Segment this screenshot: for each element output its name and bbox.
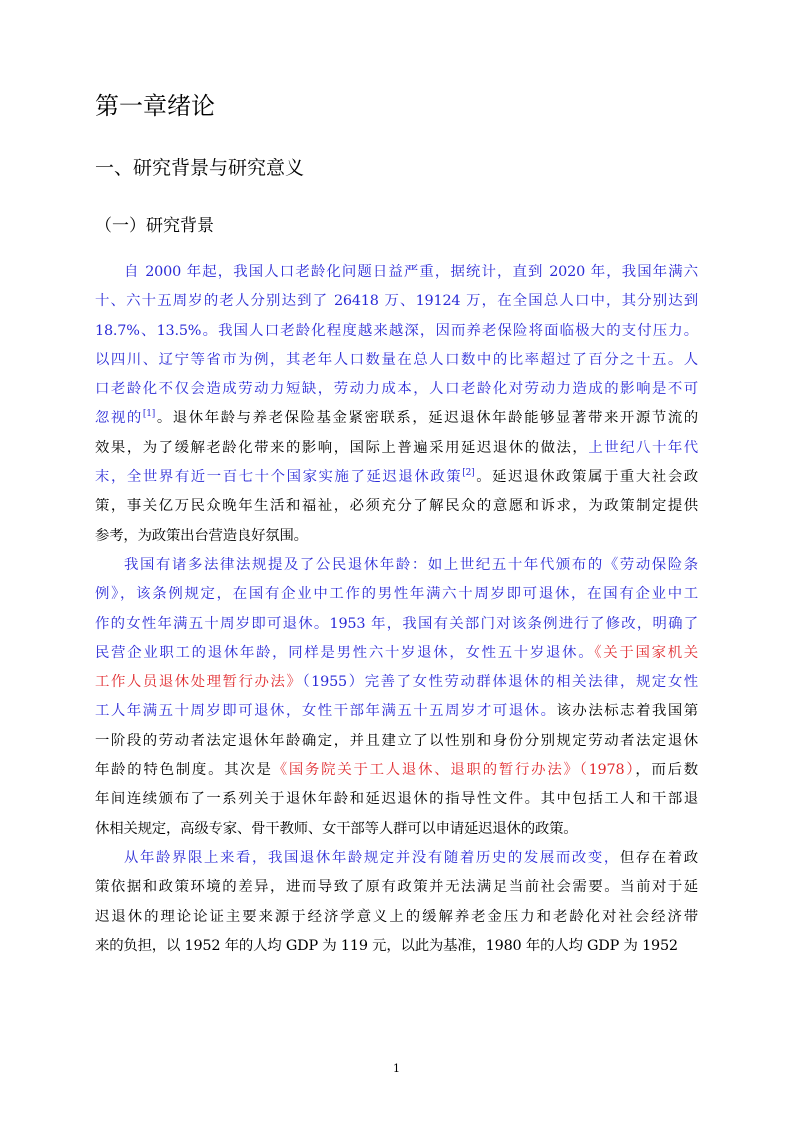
text-run: 效果，为了缓解老龄化带来的影响，国际上普遍采用延迟退休的做法， xyxy=(95,439,589,456)
page-number: 1 xyxy=(393,1062,400,1075)
text-run: 以四川、辽宁等省市为例，其老年人口数量在总人口数中的比率超过了百分之十五。人 xyxy=(95,351,698,368)
text-line xyxy=(95,463,698,492)
text-run: 休相关规定，高级专家、骨干教师、女干部等人群可以申请延迟退休的政策。 xyxy=(95,820,578,837)
text-run: 。延迟退休政策属于重大社会政 xyxy=(474,469,698,486)
text-run: 忽视的 xyxy=(95,410,143,427)
text-run: 一阶段的劳动者法定退休年龄确定，并且建立了以性别和身份分别规定劳动者法定退休 xyxy=(95,732,698,749)
text-run: 策，事关亿万民众晚年生活和福祉，必须充分了解民众的意愿和诉求，为政策制定提供 xyxy=(95,498,698,515)
text-run: 工人年满五十周岁即可退休，女性干部年满五十五周岁才可退休。 xyxy=(95,703,557,720)
paragraph xyxy=(95,551,698,844)
paragraph xyxy=(95,258,698,551)
text-run: （1955）完善了女性劳动群体退休的相关法律，规定女性 xyxy=(302,674,699,691)
text-run: 策依据和政策环境的差异，进而导致了原有政策并无法满足当前社会需要。当前对于延 xyxy=(95,879,698,896)
text-run: 末，全世界有近一百七十个国家实施了延迟退休政策 xyxy=(95,469,463,486)
chapter-title: 第一章绪论 xyxy=(95,92,215,120)
text-line xyxy=(95,903,698,932)
text-line xyxy=(95,756,698,785)
text-run: 十、六十五周岁的老人分别达到了 26418 万、19124 万，在全国总人口中，其分别达到 xyxy=(95,293,698,310)
text-run: 年间连续颁布了一系列关于退休年龄和延迟退休的指导性文件。其中包括工人和干部退 xyxy=(95,791,698,808)
text-line xyxy=(95,932,698,961)
text-line xyxy=(95,317,698,346)
body-text xyxy=(95,258,698,961)
text-line xyxy=(95,873,698,902)
text-run: 该办法标志着我国第 xyxy=(556,703,699,720)
text-line xyxy=(95,668,698,697)
section-title: 一、研究背景与研究意义 xyxy=(95,157,305,179)
paragraph xyxy=(95,844,698,961)
text-run: 参考，为政策出台营造良好氛围。 xyxy=(95,527,308,544)
text-line xyxy=(95,258,698,287)
text-run: 但存在着政 xyxy=(619,849,698,866)
text-run: 民营企业职工的退休年龄，同样是男性六十岁退休，女性五十岁退休。 xyxy=(95,644,595,661)
text-run: ，而后数 xyxy=(635,762,698,779)
text-run: 自 2000 年起，我国人口老龄化问题日益严重，据统计，直到 2020 年，我国年满六 xyxy=(124,264,698,280)
text-run: 例》，该条例规定，在国有企业中工作的男性年满六十周岁即可退休，在国有企业中工 xyxy=(95,586,698,603)
text-line xyxy=(95,844,698,873)
text-line xyxy=(95,375,698,404)
text-line xyxy=(95,610,698,639)
text-line xyxy=(95,697,698,726)
text-run: 我国有诸多法律法规提及了公民退休年龄：如上世纪五十年代颁布的《劳动保险条 xyxy=(124,556,698,573)
text-run: 18.7%、13.5%。我国人口老龄化程度越来越深，因而养老保险将面临极大的支付压力。 xyxy=(95,322,698,339)
text-line xyxy=(95,492,698,521)
text-line xyxy=(95,522,698,551)
text-line xyxy=(95,727,698,756)
citation-ref: [1] xyxy=(142,409,156,420)
text-run: 年龄的特色制度。其次是 xyxy=(95,762,273,779)
citation-ref: [2] xyxy=(462,468,475,479)
subsection-title: （一）研究背景 xyxy=(95,216,214,236)
text-line xyxy=(95,551,698,580)
text-line xyxy=(95,639,698,668)
text-line xyxy=(95,785,698,814)
text-line xyxy=(95,287,698,316)
text-run: 迟退休的理论论证主要来源于经济学意义上的缓解养老金压力和老龄化对社会经济带 xyxy=(95,908,698,925)
text-run: 作的女性年满五十周岁即可退休。1953 年，我国有关部门对该条例进行了修改，明确了 xyxy=(95,615,698,632)
text-run: 工作人员退休处理暂行办法》 xyxy=(95,674,303,691)
text-run: 上世纪八十年代 xyxy=(588,439,698,456)
text-run: 《国务院关于工人退休、退职的暂行办法》（1978） xyxy=(272,762,636,779)
text-line xyxy=(95,580,698,609)
text-run: 口老龄化不仅会造成劳动力短缺，劳动力成本，人口老龄化对劳动力造成的影响是不可 xyxy=(95,381,698,398)
text-line xyxy=(95,815,698,844)
text-run: 来的负担，以 1952 年的人均 GDP 为 119 元，以此为基准，1980 年的人均 GDP 为 1952 xyxy=(95,937,678,954)
text-line xyxy=(95,404,698,433)
text-run: 《关于国家机关 xyxy=(594,644,698,661)
text-line xyxy=(95,346,698,375)
text-run: 从年龄界限上来看，我国退休年龄规定并没有随着历史的发展而改变， xyxy=(124,849,620,866)
text-run: 。退休年龄与养老保险基金紧密联系，延迟退休年龄能够显著带来开源节流的 xyxy=(155,410,698,427)
text-line xyxy=(95,434,698,463)
